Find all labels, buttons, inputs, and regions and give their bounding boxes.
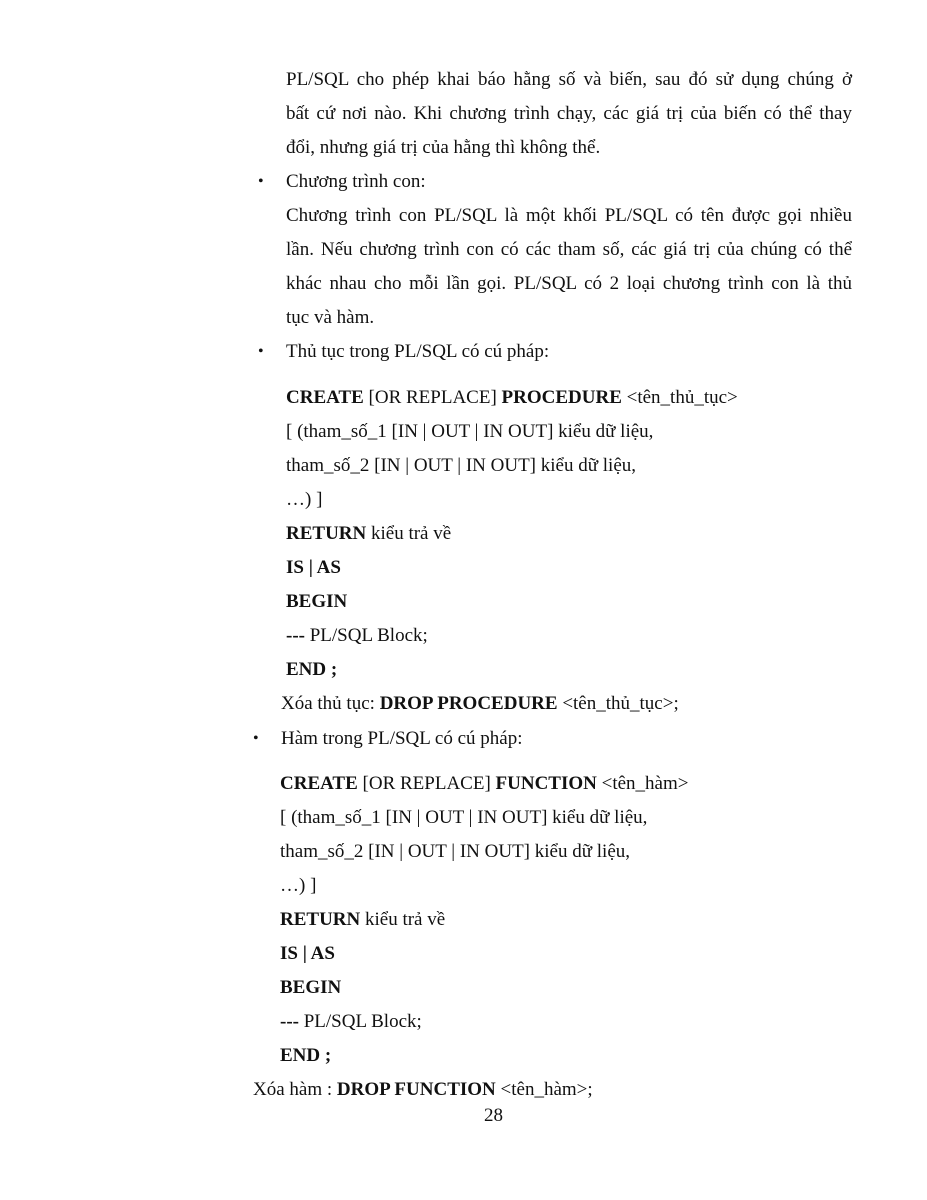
function-end: [280, 1044, 331, 1068]
page-number: 28: [484, 1105, 503, 1126]
bullet-subprogram: •: [258, 173, 264, 190]
comment-marker: ---: [286, 625, 305, 646]
procedure-param-2: tham_số_2 [IN | OUT | IN OUT] kiểu dữ liệu,: [286, 455, 636, 476]
function-keyword: FUNCTION: [495, 773, 597, 794]
function-ellipsis: …) ]: [280, 875, 317, 896]
function-create-line: [280, 772, 688, 796]
function-comment-line: [280, 1010, 422, 1034]
procedure-end: [286, 658, 337, 682]
procedure-begin: [286, 590, 347, 614]
procedure-param-1: [ (tham_số_1 [IN | OUT | IN OUT] kiểu dữ liệu,: [286, 421, 654, 442]
subprogram-line-1: Chương trình con PL/SQL là một khối PL/SQL có tên được gọi nhiều: [286, 205, 852, 226]
function-param-2: tham_số_2 [IN | OUT | IN OUT] kiểu dữ liệu,: [280, 841, 630, 862]
procedure-drop-line: [281, 692, 679, 716]
function-begin: [280, 976, 341, 1000]
is-as-keyword: IS | AS: [286, 557, 341, 578]
procedure-name-placeholder: <tên_thủ_tục>: [626, 387, 738, 408]
intro-line-1: PL/SQL cho phép khai báo hằng số và biến, sau đó sử dụng chúng ở: [286, 69, 852, 90]
procedure-keyword: PROCEDURE: [501, 387, 622, 408]
bullet-procedure: •: [258, 343, 264, 360]
end-keyword: END ;: [286, 659, 338, 680]
function-param-1: [ (tham_số_1 [IN | OUT | IN OUT] kiểu dữ liệu,: [280, 807, 648, 828]
function-is-as: [280, 942, 335, 966]
drop-procedure-name: <tên_thủ_tục>;: [562, 693, 679, 714]
is-as-keyword: IS | AS: [280, 943, 335, 964]
drop-label: Xóa thủ tục:: [281, 693, 375, 714]
function-name-placeholder: <tên_hàm>: [601, 773, 689, 794]
procedure-heading: Thủ tục trong PL/SQL có cú pháp:: [286, 341, 550, 362]
comment-text: PL/SQL Block;: [303, 1011, 422, 1032]
return-keyword: RETURN: [286, 523, 367, 544]
drop-procedure-keyword: DROP PROCEDURE: [379, 693, 558, 714]
function-drop-line: [253, 1078, 593, 1102]
procedure-ellipsis: …) ]: [286, 489, 323, 510]
intro-line-2: bất cứ nơi nào. Khi chương trình chạy, các giá trị của biến có thể thay: [286, 103, 852, 124]
return-type-text: kiểu trả về: [364, 909, 446, 930]
procedure-return-line: [286, 522, 451, 546]
return-keyword: RETURN: [280, 909, 361, 930]
function-return-line: [280, 908, 445, 932]
comment-marker: ---: [280, 1011, 299, 1032]
end-keyword: END ;: [280, 1045, 332, 1066]
procedure-create-line: [286, 386, 738, 410]
subprogram-line-2: lần. Nếu chương trình con có các tham số, các giá trị của chúng có thể: [286, 239, 852, 260]
or-replace-text: [OR REPLACE]: [362, 773, 491, 794]
intro-line-3: đổi, nhưng giá trị của hằng thì không thể.: [286, 137, 601, 158]
drop-function-keyword: DROP FUNCTION: [336, 1079, 496, 1100]
subprogram-line-3: khác nhau cho mỗi lần gọi. PL/SQL có 2 loại chương trình con là thủ: [286, 273, 852, 294]
bullet-function: •: [253, 730, 259, 747]
begin-keyword: BEGIN: [286, 591, 348, 612]
begin-keyword: BEGIN: [280, 977, 342, 998]
subprogram-heading: Chương trình con:: [286, 171, 426, 192]
procedure-is-as: [286, 556, 341, 580]
procedure-comment-line: [286, 624, 428, 648]
create-keyword: CREATE: [280, 773, 358, 794]
return-type-text: kiểu trả về: [370, 523, 452, 544]
or-replace-text: [OR REPLACE]: [368, 387, 497, 408]
drop-function-name: <tên_hàm>;: [500, 1079, 593, 1100]
subprogram-line-4: tục và hàm.: [286, 307, 375, 328]
comment-text: PL/SQL Block;: [309, 625, 428, 646]
function-heading: Hàm trong PL/SQL có cú pháp:: [281, 728, 523, 749]
drop-label: Xóa hàm :: [253, 1079, 333, 1100]
create-keyword: CREATE: [286, 387, 364, 408]
